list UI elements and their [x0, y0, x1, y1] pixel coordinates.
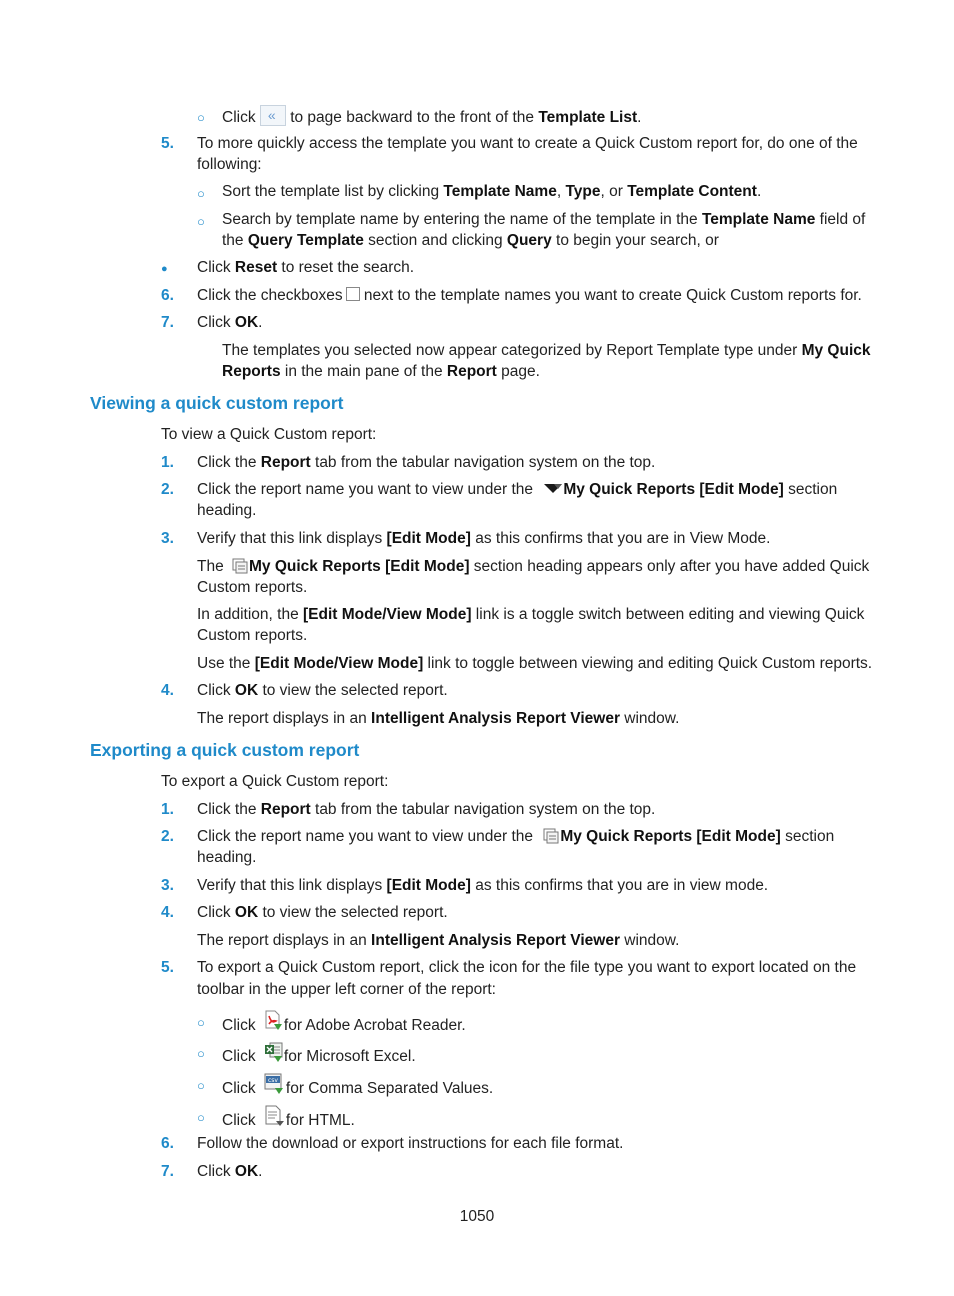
report-folder-icon[interactable] — [232, 558, 248, 574]
intro-text: To export a Quick Custom report: — [161, 773, 389, 790]
step-text-cont: following: — [197, 156, 262, 173]
step-number: 1. — [161, 454, 174, 471]
page-back-icon[interactable]: « — [260, 105, 286, 126]
step-text: Verify that this link displays [Edit Mode] as this confirms that you are in view mode. — [197, 877, 769, 894]
checkbox-icon[interactable] — [346, 287, 360, 301]
step-number: 7. — [161, 314, 174, 331]
step-text: To more quickly access the template you want to create a Quick Custom report for, do one of the — [197, 135, 858, 152]
export-html-line: Click for HTML. — [222, 1105, 355, 1131]
step-text: Click OK to view the selected report. — [197, 904, 448, 921]
bullet: ○ — [197, 1046, 205, 1061]
step-text: Verify that this link displays [Edit Mode] as this confirms that you are in View Mode. — [197, 530, 771, 547]
sub-step-search-cont: the Query Template section and clicking Query to begin your search, or — [222, 232, 719, 249]
step-number: 7. — [161, 1163, 174, 1180]
dropdown-triangle-icon[interactable] — [543, 480, 563, 494]
sub-step-search: Search by template name by entering the name of the template in the Template Name field of — [222, 211, 866, 228]
step-text: To export a Quick Custom report, click the icon for the file type you want to export located on the — [197, 959, 857, 976]
result-paragraph: The report displays in an Intelligent Analysis Report Viewer window. — [197, 710, 680, 727]
result-paragraph-cont: Reports in the main pane of the Report page. — [222, 363, 540, 380]
step-number: 6. — [161, 1135, 174, 1152]
note-paragraph: In addition, the [Edit Mode/View Mode] link is a toggle switch between editing and viewing Quick — [197, 606, 865, 623]
step-number: 4. — [161, 682, 174, 699]
result-paragraph: The report displays in an Intelligent Analysis Report Viewer window. — [197, 932, 680, 949]
sub-step-reset: Click Reset to reset the search. — [197, 259, 415, 276]
export-csv-line: Click csv for Comma Separated Values. — [222, 1073, 493, 1099]
result-paragraph: The templates you selected now appear categorized by Report Template type under My Quick — [222, 342, 871, 359]
step-text: Click the report name you want to view under the My Quick Reports [Edit Mode] section — [197, 481, 838, 498]
step-click-ok: Click OK. — [197, 314, 263, 331]
intro-text: To view a Quick Custom report: — [161, 426, 377, 443]
step-text: Click the Report tab from the tabular navigation system on the top. — [197, 801, 656, 818]
step-text: Click the Report tab from the tabular navigation system on the top. — [197, 454, 656, 471]
note-paragraph: The My Quick Reports [Edit Mode] section heading appears only after you have added Quick — [197, 558, 870, 575]
bullet: ○ — [197, 1078, 205, 1093]
section-heading-viewing: Viewing a quick custom report — [90, 393, 344, 413]
note-paragraph: Use the [Edit Mode/View Mode] link to toggle between viewing and editing Quick Custom reports. — [197, 655, 873, 672]
csv-icon-label: csv — [267, 1077, 278, 1084]
step-number: 2. — [161, 481, 174, 498]
step-number: 4. — [161, 904, 174, 921]
bullet: ○ — [197, 1015, 205, 1030]
csv-export-icon[interactable] — [264, 1073, 286, 1095]
note-paragraph-cont: Custom reports. — [197, 627, 308, 644]
step-number: 1. — [161, 801, 174, 818]
bullet: ○ — [197, 1110, 205, 1125]
html-export-icon[interactable] — [264, 1105, 286, 1127]
step-text-cont: toolbar in the upper left corner of the report: — [197, 981, 496, 998]
step-number: 3. — [161, 877, 174, 894]
section-heading-exporting: Exporting a quick custom report — [90, 740, 360, 760]
export-pdf-line: Click for Adobe Acrobat Reader. — [222, 1010, 466, 1036]
export-excel-line: Click for Microsoft Excel. — [222, 1041, 416, 1067]
step-number: 5. — [161, 135, 174, 152]
step-text: Click OK to view the selected report. — [197, 682, 448, 699]
bullet: ○ — [197, 110, 205, 125]
report-folder-icon[interactable] — [543, 828, 559, 844]
step-text-cont: heading. — [197, 502, 257, 519]
step-number: 3. — [161, 530, 174, 547]
pdf-export-icon[interactable] — [264, 1010, 284, 1032]
step-page-back: Click « to page backward to the front of the Template List. — [222, 107, 642, 126]
step-text-cont: heading. — [197, 849, 257, 866]
excel-export-icon[interactable] — [264, 1041, 284, 1063]
note-paragraph-cont: Custom reports. — [197, 579, 308, 596]
step-number: 5. — [161, 959, 174, 976]
bullet: ● — [161, 263, 168, 275]
sub-step-sort: Sort the template list by clicking Template Name, Type, or Template Content. — [222, 183, 762, 200]
page-number: 1050 — [459, 1208, 495, 1225]
step-number: 6. — [161, 287, 174, 304]
bullet: ○ — [197, 214, 205, 229]
step-checkboxes: Click the checkboxes next to the template names you want to create Quick Custom reports for. — [197, 287, 862, 304]
step-text: Click OK. — [197, 1163, 263, 1180]
step-number: 2. — [161, 828, 174, 845]
bullet: ○ — [197, 186, 205, 201]
step-text: Click the report name you want to view under the My Quick Reports [Edit Mode] section — [197, 828, 835, 845]
step-text: Follow the download or export instructions for each file format. — [197, 1135, 624, 1152]
